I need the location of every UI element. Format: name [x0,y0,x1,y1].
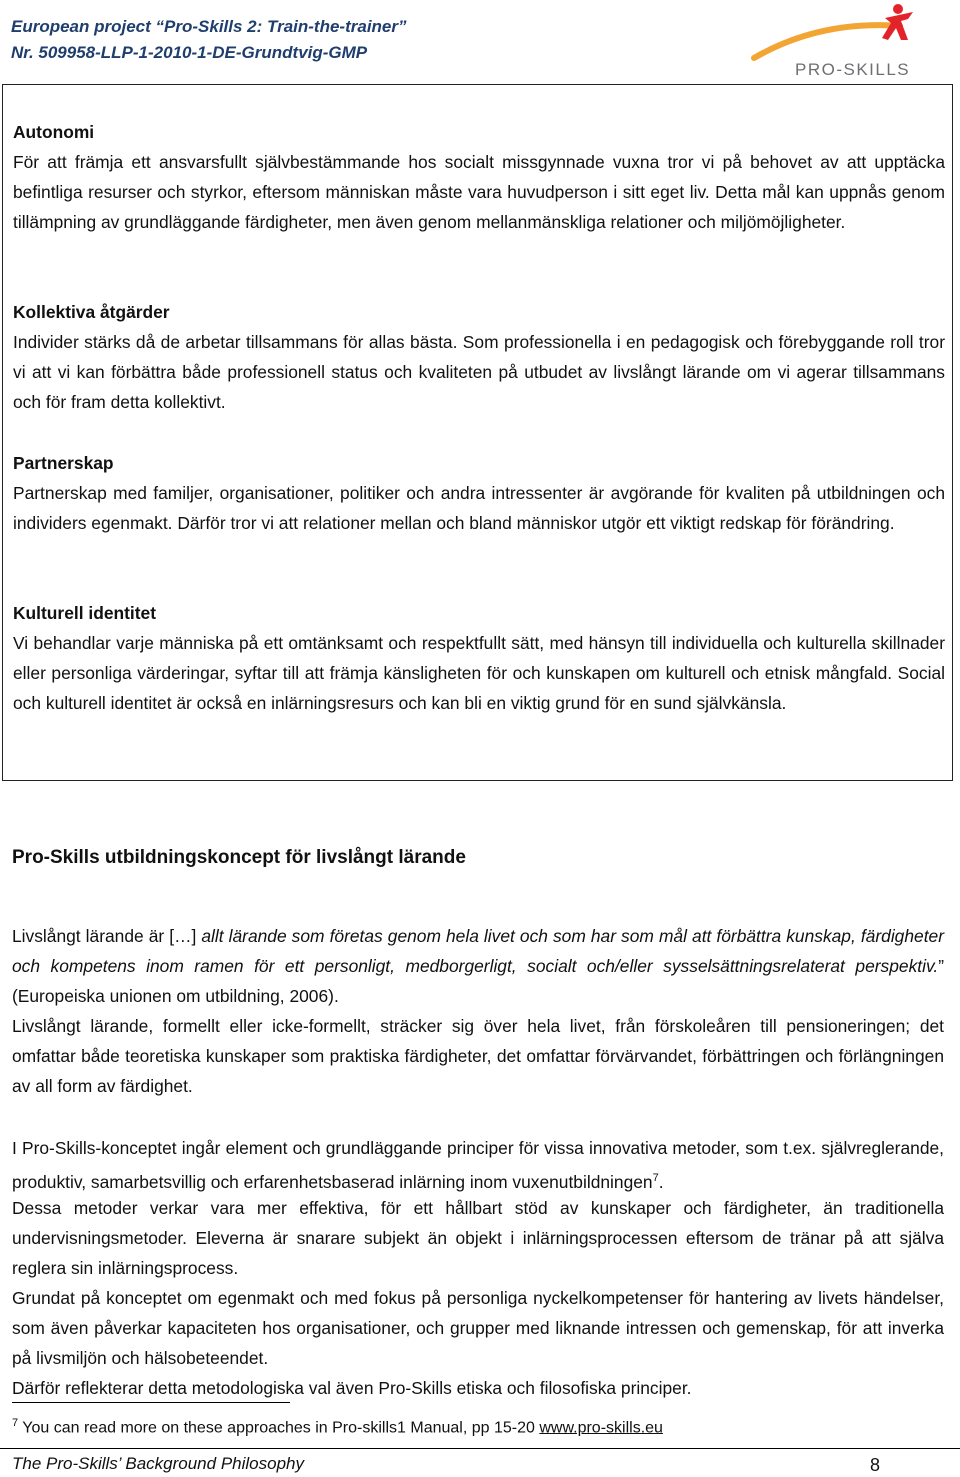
section-text: Vi behandlar varje människa på ett omtänksamt och respektfullt sätt, med hänsyn till individuella och kulturella skillnader eller personliga värderingar, syftar till att främja känsligheten för och kunskapen om kulturell och etnisk mångfald. Social och kulturell identitet är också en inlärningsresurs och kan bli en viktig grund för en sund självkänsla. [13,633,945,713]
section-kulturell [13,598,945,718]
paragraph-6: Därför reflekterar detta metodologiska val även Pro-Skills etiska och filosofiska principer. [12,1378,692,1399]
footnote [12,1412,663,1439]
logo-swoosh [754,25,900,58]
paragraph-2: Livslångt lärande, formellt eller icke-formellt, sträcker sig över hela livet, från förskoleåren till pensioneringen; det omfattar både teoretiska kunskaper som praktiska färdigheter, det omfattar förvärvandet, förbättringen och förlängningen av all form av färdighet. [12,1016,944,1097]
section-kollektiva [13,297,945,417]
section-text: Individer stärks då de arbetar tillsammans för allas bästa. Som professionella i en pedagogisk och förebyggande roll tror vi att vi kan förbättra både professionell status och kvaliteten på utbudet av livslångt lärande om vi agerar tillsammans och för fram detta kollektivt. [13,332,945,412]
p1-source: ” (Europeiska unionen om utbildning, 2006). [12,956,944,1007]
paragraph-5: Grundat på konceptet om egenmakt och med fokus på personliga nyckelkompetenser för hantering av livets händelser, som även påverkar kapaciteten hos organisationer, och grupper med liknande intressen och gemenskap, för att inverka på livsmiljön och hälsobeteendet. [12,1288,944,1369]
paragraph-3 [12,1133,944,1197]
header-line-1: European project “Pro-Skills 2: Train-the-trainer” [11,17,407,36]
footnote-ref: 7 [652,1172,659,1185]
section-title: Pro-Skills utbildningskoncept för livslångt lärande [12,847,466,868]
footer-separator [0,1448,960,1449]
footnote-text: You can read more on these approaches in Pro-skills1 Manual, pp 15-20 [18,1419,540,1437]
header-line-2: Nr. 509958-LLP-1-2010-1-DE-Grundtvig-GMP [11,43,368,62]
logo-text: PRO-SKILLS [795,60,911,79]
paragraph-4: Dessa metoder verkar vara mer effektiva, för ett hållbart stöd av kunskaper och färdigheter, än traditionella undervisningsmetoder. Eleverna är snarare subjekt än objekt i inlärningsprocessen eftersom de tränar på att själva reglera sin inlärningsprocess. [12,1198,944,1279]
footer-title: The Pro-Skills’ Background Philosophy [12,1454,304,1473]
p3-end: . [658,1172,664,1193]
section-heading: Autonomi [13,122,95,142]
section-text: För att främja ett ansvarsfullt självbestämmande hos socialt missgynnade vuxna tror vi på behovet av att upptäcka befintliga resurser och styrkor, eftersom människan måste vara huvudperson i sitt eget liv. Detta mål kan uppnås genom tillämpning av grundläggande färdigheter, men även genom mellanmänskliga relationer och miljömöjligheter. [13,152,945,232]
footnote-separator [12,1402,290,1403]
section-partnerskap [13,448,945,538]
section-heading: Kollektiva åtgärder [13,302,170,322]
section-text: Partnerskap med familjer, organisationer, politiker och andra intressenter är avgörande för kvaliten på utbildningen och individers egenmakt. Därför tror vi att relationer mellan och bland människor utgör ett viktigt redskap för förändring. [13,483,945,533]
section-autonomi [13,117,945,237]
section-heading: Kulturell identitet [13,603,156,623]
footnote-link[interactable]: www.pro-skills.eu [539,1419,663,1437]
header-project-title [11,14,407,66]
footnote-number: 7 [12,1417,19,1429]
paragraph-1 [12,921,944,1011]
section-heading: Partnerskap [13,453,114,473]
p1-start: Livslångt lärande är […] [12,926,202,947]
values-box [2,84,953,781]
p3-text: I Pro-Skills-konceptet ingår element och grundläggande principer för vissa innovativa metoder, som t.ex. självreglerande, produktiv, samarbetsvillig och erfarenhetsbaserad inlärning inom vuxenutbildningen [12,1138,944,1193]
p1-quote: allt lärande som företas genom hela livet och som har som mål att förbättra kunskap, färdigheter och kompetens inom ramen för ett personligt, medborgerligt, socialt och/eller sysselsättningsrelaterat perspektiv. [12,926,944,977]
page-number: 8 [870,1455,881,1475]
logo-star-figure [882,4,913,40]
